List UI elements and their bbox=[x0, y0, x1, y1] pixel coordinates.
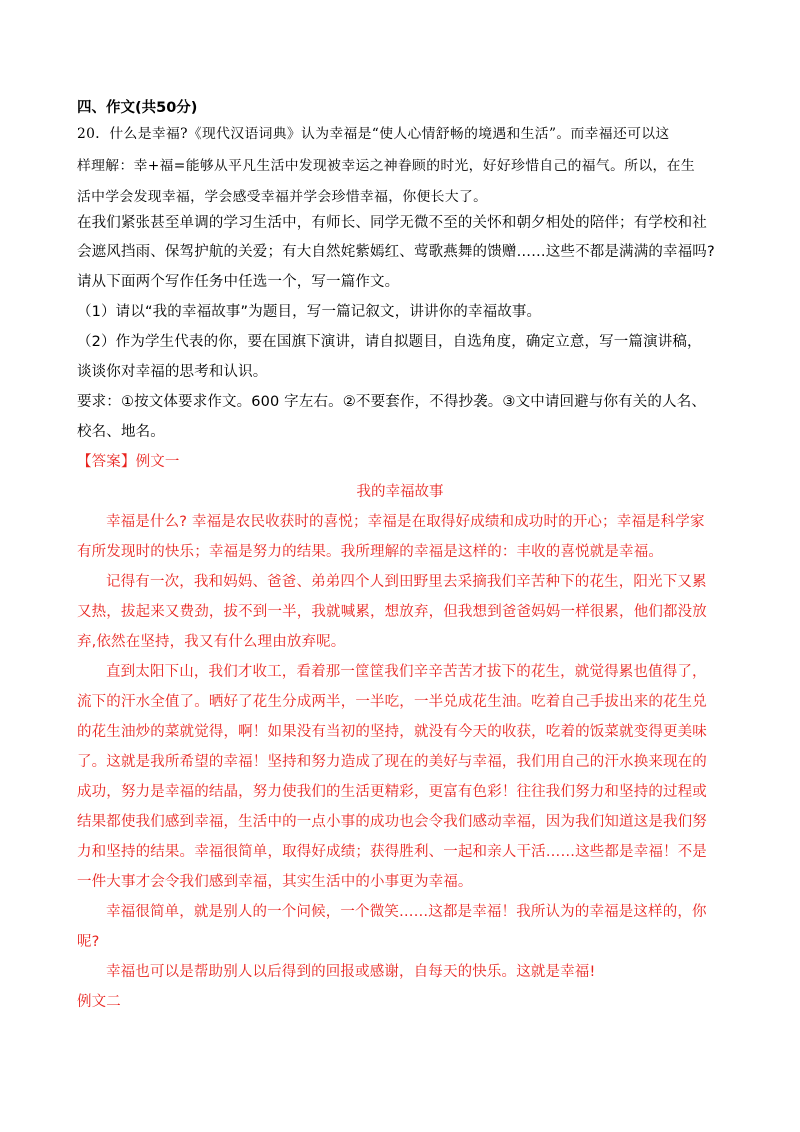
essay-line: 呢? bbox=[77, 934, 100, 950]
essay-line: 了。这就是我所希望的幸福！坚持和努力造成了现在的美好与幸福，我们用自己的汗水换来现在的 bbox=[77, 754, 707, 770]
prompt-line: 谈谈你对幸福的思考和认识。 bbox=[77, 364, 268, 380]
prompt-line: 在我们紧张甚至单调的学习生活中，有师长、同学无微不至的关怀和朝夕相处的陪伴；有学校和社 bbox=[77, 215, 707, 231]
answer-label: 【答案】例文一 bbox=[77, 454, 180, 470]
essay-line: 幸福很简单，就是别人的一个问候，一个微笑……这都是幸福！我所认为的幸福是这样的，你 bbox=[106, 904, 707, 920]
essay-line: 直到太阳下山，我们才收工，看着那一筐筐我们辛辛苦苦才拔下的花生，就觉得累也值得了， bbox=[106, 664, 707, 680]
task-option-1: （1）请以“我的幸福故事”为题目，写一篇记叙文，讲讲你的幸福故事。 bbox=[77, 304, 542, 320]
essay-line: 力和坚持的结果。幸福很简单，取得好成绩；获得胜利、一起和亲人干活……这些都是幸福！不是 bbox=[77, 844, 707, 860]
question-line: 活中学会发现幸福，学会感受幸福并学会珍惜幸福，你便长大了。 bbox=[77, 189, 488, 205]
question-line: 样理解：幸+福=能够从平凡生活中发现被幸运之神眷顾的时光，好好珍惜自己的福气。所以，在生 bbox=[77, 158, 695, 174]
prompt-line: 会遮风挡雨、保驾护航的关爱；有大自然姹紫嫣红、莺歌燕舞的馈赠……这些不都是满满的幸福吗? bbox=[77, 244, 715, 260]
essay-line: 弃,依然在坚持，我又有什么理由放弃呢。 bbox=[77, 634, 346, 650]
essay-title: 我的幸福故事 bbox=[356, 484, 444, 500]
essay-line: 结果都使我们感到幸福，生活中的一点小事的成功也会令我们感动幸福，因为我们知道这是我们努 bbox=[77, 814, 707, 830]
essay-line: 有所发现时的快乐；幸福是努力的结果。我所理解的幸福是这样的：丰收的喜悦就是幸福。 bbox=[77, 544, 663, 560]
essay-line: 成功，努力是幸福的结晶，努力使我们的生活更精彩，更富有色彩！往往我们努力和坚持的过程或 bbox=[77, 784, 707, 800]
requirements-line: 要求：①按文体要求作文。600 字左右。②不要套作，不得抄袭。③文中请回避与你有关的人名、 bbox=[77, 394, 707, 410]
task-option-2: （2）作为学生代表的你，要在国旗下演讲，请自拟题目，自选角度，确定立意，写一篇演讲稿， bbox=[77, 334, 702, 350]
requirements-line: 校名、地名。 bbox=[77, 424, 165, 440]
next-example-label: 例文二 bbox=[77, 994, 121, 1010]
question-line: 20．什么是幸福?《现代汉语词典》认为幸福是“使人心情舒畅的境遇和生活”。而幸福还可以这 bbox=[77, 126, 670, 142]
section-title: 四、作文(共50分) bbox=[77, 100, 198, 116]
essay-line: 又热，拔起来又费劲，拔不到一半，我就喊累，想放弃，但我想到爸爸妈妈一样很累，他们都没放 bbox=[77, 604, 707, 620]
essay-line: 幸福也可以是帮助别人以后得到的回报或感谢，自每天的快乐。这就是幸福! bbox=[106, 964, 596, 980]
essay-line: 记得有一次，我和妈妈、爸爸、弟弟四个人到田野里去采摘我们辛苦种下的花生，阳光下又累 bbox=[106, 574, 707, 590]
prompt-line: 请从下面两个写作任务中任选一个，写一篇作文。 bbox=[77, 274, 400, 290]
essay-line: 流下的汗水全值了。晒好了花生分成两半，一半吃，一半兑成花生油。吃着自己手拔出来的花生兑 bbox=[77, 694, 707, 710]
essay-line: 的花生油炒的菜就觉得，啊！如果没有当初的坚持，就没有今天的收获，吃着的饭菜就变得更美味 bbox=[77, 724, 707, 740]
essay-line: 一件大事才会令我们感到幸福，其实生活中的小事更为幸福。 bbox=[77, 874, 473, 890]
essay-line: 幸福是什么? 幸福是农民收获时的喜悦；幸福是在取得好成绩和成功时的开心；幸福是科学家 bbox=[106, 514, 705, 530]
